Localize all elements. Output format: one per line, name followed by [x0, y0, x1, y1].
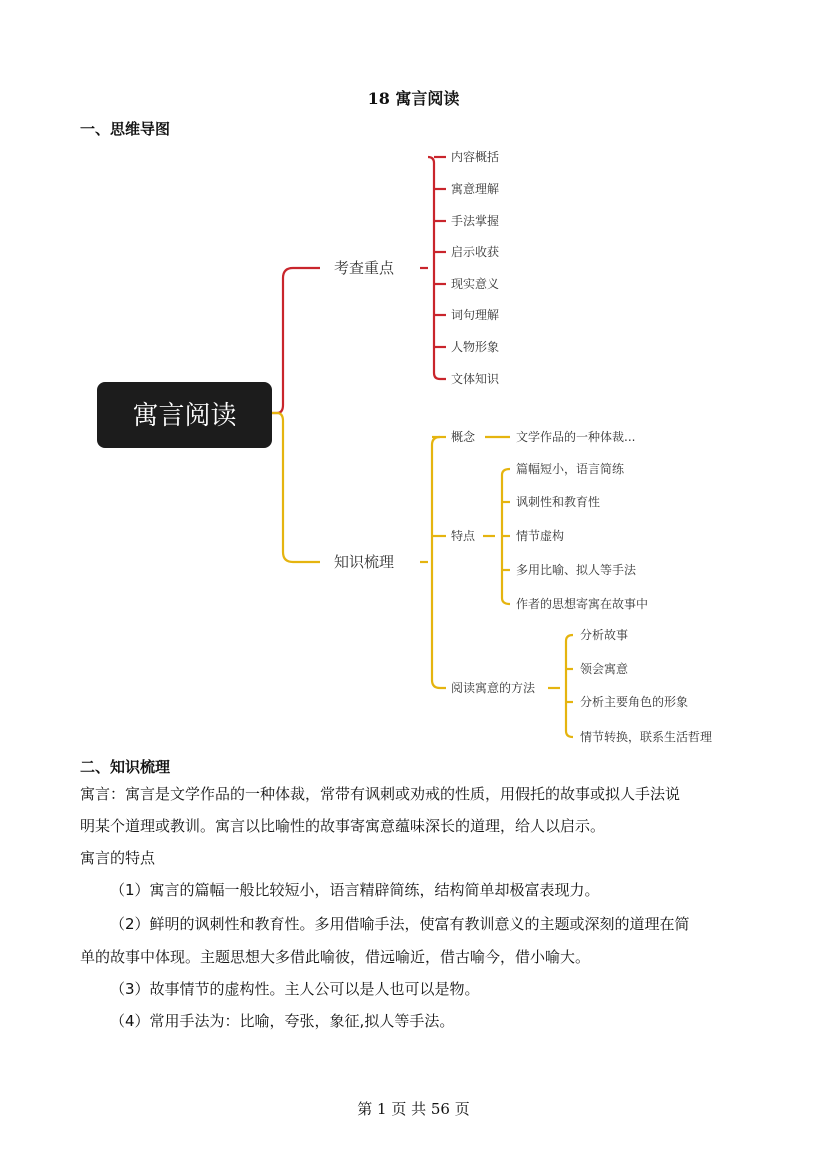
feature-item: 多用比喻、拟人等手法	[516, 563, 637, 577]
definition-line-1: 寓言：寓言是文学作品的一种体裁，常带有讽刺或劝戒的性质，用假托的故事或拟人手法说	[80, 785, 681, 803]
branch1-connectors	[272, 157, 446, 413]
leaf-item: 手法掌握	[451, 214, 500, 228]
method-item: 领会寓意	[580, 662, 629, 676]
concept-detail: 文学作品的一种体裁...	[516, 430, 636, 444]
feature-paragraph-2-line-2: 单的故事中体现。主题思想大多借此喻彼，借远喻近，借古喻今，借小喻大。	[80, 948, 591, 966]
method-label: 阅读寓意的方法	[451, 681, 536, 695]
feature-item: 作者的思想寄寓在故事中	[516, 597, 649, 611]
section-heading-mindmap: 一、思维导图	[80, 120, 171, 138]
definition-line-2: 明某个道理或教训。寓言以比喻性的故事寄寓意蕴味深长的道理，给人以启示。	[80, 817, 606, 835]
leaf-item: 寓意理解	[451, 182, 500, 196]
branch2-label: 知识梳理	[334, 553, 395, 571]
feature-paragraph-3: （3）故事情节的虚构性。主人公可以是人也可以是物。	[110, 980, 480, 998]
page-footer: 第 1 页 共 56 页	[357, 1100, 470, 1118]
feature-item: 篇幅短小，语言简练	[516, 462, 625, 476]
leaf-item: 启示收获	[451, 245, 500, 259]
root-label: 寓言阅读	[132, 401, 237, 431]
section-heading-knowledge: 二、知识梳理	[80, 758, 171, 776]
leaf-item: 词句理解	[451, 308, 500, 322]
feature-paragraph-1: （1）寓言的篇幅一般比较短小，语言精辟简练，结构简单却极富表现力。	[110, 881, 600, 899]
feature-paragraph-4: （4）常用手法为：比喻，夸张，象征,拟人等手法。	[110, 1012, 455, 1030]
features-label: 特点	[451, 529, 476, 543]
page-title: 18 寓言阅读	[367, 89, 460, 108]
features-heading: 寓言的特点	[80, 849, 156, 867]
feature-item: 情节虚构	[516, 529, 565, 543]
leaf-item: 人物形象	[451, 340, 500, 354]
feature-paragraph-2-line-1: （2）鲜明的讽刺性和教育性。多用借喻手法，使富有教训意义的主题或深刻的道理在简	[110, 915, 690, 933]
method-item: 分析主要角色的形象	[580, 695, 689, 709]
method-item: 分析故事	[580, 628, 629, 642]
method-item: 情节转换，联系生活哲理	[580, 730, 713, 744]
leaf-item: 文体知识	[451, 372, 500, 386]
leaf-item: 现实意义	[451, 277, 500, 291]
concept-label: 概念	[451, 430, 476, 444]
feature-item: 讽刺性和教育性	[516, 495, 601, 509]
mind-map	[0, 140, 827, 750]
branch1-label: 考查重点	[334, 259, 395, 277]
leaf-item: 内容概括	[451, 150, 500, 164]
